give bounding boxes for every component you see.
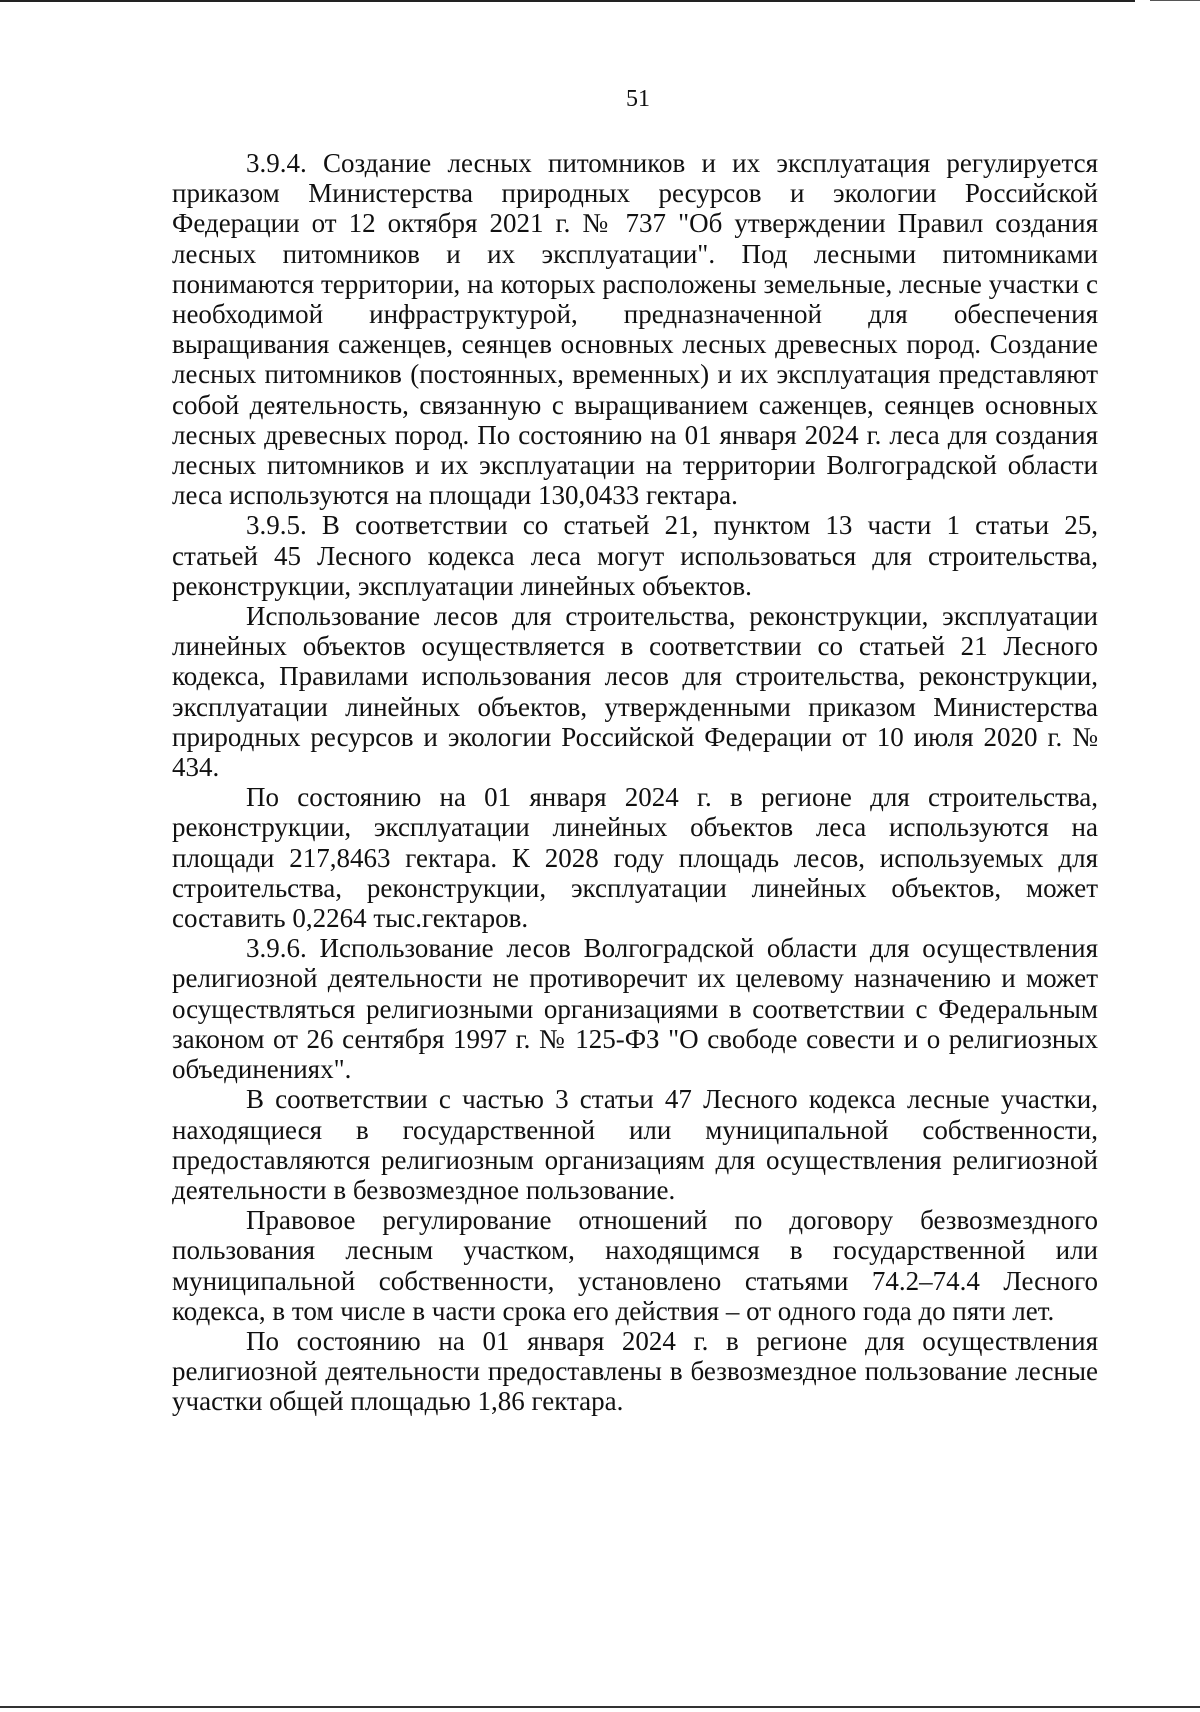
paragraph-linear-objects-rules: Использование лесов для строительства, реконструкции, эксплуатации линейных объектов осуществляется в соответствии со статьей 21 Лесного кодекса, Правилами использования лесов для строительства, реконструкции, эксплуатации линейных объектов, утвержденными приказом Министерства природных ресурсов и экологии Российской Федерации от 10 июля 2020 г. № 434. [172, 601, 1098, 783]
paragraph-religious-plots: В соответствии с частью 3 статьи 47 Лесного кодекса лесные участки, находящиеся в государственной или муниципальной собственности, предоставляются религиозным организациям для осуществления религиозной деятельности в безвозмездное пользование. [172, 1084, 1098, 1205]
scan-edge-top [0, 0, 1135, 2]
paragraph-3-9-4: 3.9.4. Создание лесных питомников и их эксплуатация регулируется приказом Министерства природных ресурсов и экологии Российской Федерации от 12 октября 2021 г. № 737 "Об утверждении Правил создания лесных питомников и их эксплуатации". Под лесными питомниками понимаются территории, на которых расположены земельные, лесные участки с необходимой инфраструктурой, предназначенной для обеспечения выращивания саженцев, сеянцев основных лесных древесных пород. Создание лесных питомников (постоянных, временных) и их эксплуатация представляют собой деятельность, связанную с выращиванием саженцев, сеянцев основных лесных древесных пород. По состоянию на 01 января 2024 г. леса для создания лесных питомников и их эксплуатации на территории Волгоградской области леса используются на площади 130,0433 гектара. [172, 148, 1098, 511]
scan-edge-top-right [1150, 0, 1200, 1]
scan-edge-bottom [0, 1706, 1200, 1708]
page-number: 51 [626, 86, 650, 112]
paragraph-3-9-5: 3.9.5. В соответствии со статьей 21, пунктом 13 части 1 статьи 25, статьей 45 Лесного кодекса леса могут использоваться для строительства, реконструкции, эксплуатации линейных объектов. [172, 510, 1098, 601]
paragraph-linear-objects-status: По состоянию на 01 января 2024 г. в регионе для строительства, реконструкции, эксплуатации линейных объектов леса используются на площади 217,8463 гектара. К 2028 году площадь лесов, используемых для строительства, реконструкции, эксплуатации линейных объектов, может составить 0,2264 тыс.гектаров. [172, 782, 1098, 934]
document-body [172, 148, 1098, 1417]
paragraph-religious-status: По состоянию на 01 января 2024 г. в регионе для осуществления религиозной деятельности предоставлены в безвозмездное пользование лесные участки общей площадью 1,86 гектара. [172, 1325, 1098, 1417]
paragraph-legal-regulation: Правовое регулирование отношений по договору безвозмездного пользования лесным участком, находящимся в государственной или муниципальной собственности, установлено статьями 74.2–74.4 Лесного кодекса, в том числе в части срока его действия – от одного года до пяти лет. [172, 1205, 1098, 1326]
paragraph-3-9-6: 3.9.6. Использование лесов Волгоградской области для осуществления религиозной деятельности не противоречит их целевому назначению и может осуществляться религиозными организациями в соответствии с Федеральным законом от 26 сентября 1997 г. № 125-ФЗ "О свободе совести и о религиозных объединениях". [172, 933, 1098, 1085]
